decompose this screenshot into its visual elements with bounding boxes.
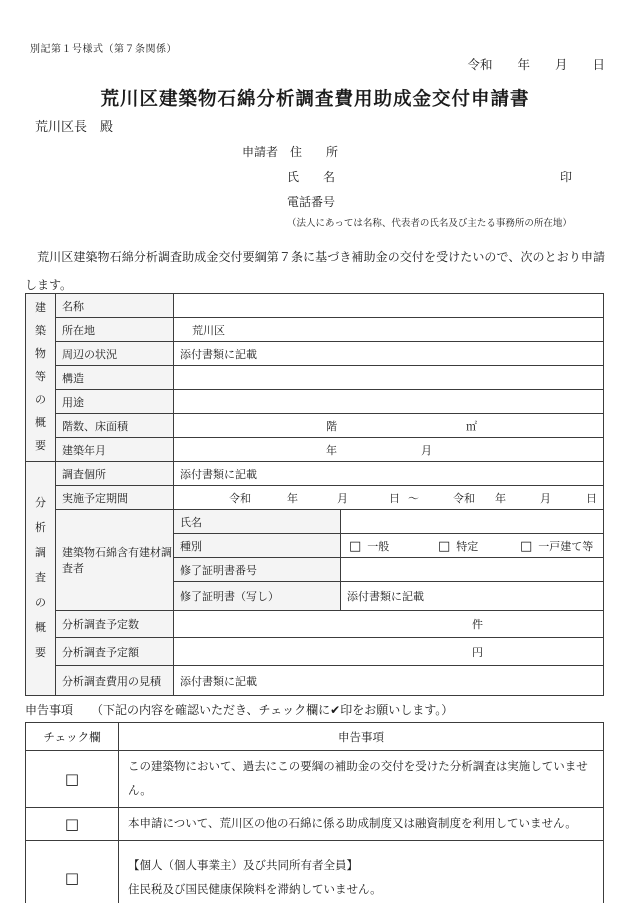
table-row xyxy=(26,462,604,486)
structure-field xyxy=(174,366,604,390)
survey-count-field xyxy=(174,611,604,638)
built-date-label: 建築年月 xyxy=(56,438,174,462)
cert-no-label: 修了証明書番号 xyxy=(174,558,341,582)
table-row xyxy=(26,294,604,318)
checkbox-icon[interactable]: □ xyxy=(520,538,533,554)
estimate-field: 添付書類に記載 xyxy=(174,666,604,696)
period-month-2: 月 xyxy=(540,492,551,505)
built-year-unit: 年 xyxy=(326,444,337,457)
period-day-2: 日 xyxy=(586,492,597,505)
declaration-heading xyxy=(25,701,453,718)
checkbox-icon[interactable]: □ xyxy=(349,538,362,554)
amount-unit: 円 xyxy=(472,646,483,659)
application-table xyxy=(25,293,604,696)
intro-paragraph: 荒川区建築物石綿分析調査助成金交付要綱第７条に基づき補助金の交付を受けたいので、次のとおり申請します。 xyxy=(25,250,605,292)
surroundings-field: 添付書類に記載 xyxy=(174,342,604,366)
structure-label: 構造 xyxy=(56,366,174,390)
form-code: 別記第１号様式（第７条関係） xyxy=(30,44,177,55)
table-row xyxy=(26,611,604,638)
period-field xyxy=(174,486,604,510)
area-unit: ㎡ xyxy=(466,420,477,433)
applicant-phone-row xyxy=(242,190,612,215)
cert-copy-label: 修了証明書（写し） xyxy=(174,582,341,611)
table-row xyxy=(26,342,604,366)
corporate-note: （法人にあっては名称、代表者の氏名及び主たる事務所の所在地） xyxy=(287,219,572,229)
location-label: 所在地 xyxy=(56,318,174,342)
declaration-item-3 xyxy=(119,841,604,903)
building-group-label: 建築物等の概要 xyxy=(35,302,46,452)
seal-mark: 印 xyxy=(560,170,573,184)
table-row xyxy=(26,414,604,438)
location-field xyxy=(174,318,604,342)
table-row xyxy=(26,751,604,808)
building-name-field xyxy=(174,294,604,318)
applicant-label: 申請者 xyxy=(242,145,279,159)
location-prefill: 荒川区 xyxy=(192,324,225,337)
items-column-header: 申告事項 xyxy=(119,723,604,751)
period-label: 実施予定期間 xyxy=(56,486,174,510)
built-date-field xyxy=(174,438,604,462)
survey-amount-label: 分析調査予定額 xyxy=(56,638,174,666)
applicant-name-row xyxy=(242,165,612,190)
checkbox-icon[interactable]: □ xyxy=(64,815,80,833)
page-title: 荒川区建築物石綿分析調査費用助成金交付申請書 xyxy=(100,90,530,110)
name-label: 氏 名 xyxy=(287,170,336,184)
period-era-1: 令和 xyxy=(229,492,251,505)
survey-count-label: 分析調査予定数 xyxy=(56,611,174,638)
type-option-detached xyxy=(520,538,593,554)
survey-spot-label: 調査個所 xyxy=(56,462,174,486)
table-row xyxy=(26,318,604,342)
surveyor-type-label: 種別 xyxy=(174,534,341,558)
survey-spot-field: 添付書類に記載 xyxy=(174,462,604,486)
surveyor-name-field xyxy=(341,510,604,534)
declaration-check-2 xyxy=(26,808,119,841)
building-name-label: 名称 xyxy=(56,294,174,318)
type-option-specified xyxy=(438,538,478,554)
count-unit: 件 xyxy=(472,619,483,631)
survey-group-label: 分析調査の概要 xyxy=(35,497,46,659)
declaration-note: （下記の内容を確認いただき、チェック欄に✔印をお願いします。） xyxy=(91,703,454,717)
declaration-check-3 xyxy=(26,841,119,903)
type-option-label: 一般 xyxy=(367,540,390,553)
address-label: 住 所 xyxy=(290,145,339,159)
table-row xyxy=(26,390,604,414)
floors-label: 階数、床面積 xyxy=(56,414,174,438)
cert-copy-field: 添付書類に記載 xyxy=(341,582,604,611)
declaration-item-2: 本申請について、荒川区の他の石綿に係る助成制度又は融資制度を利用していません。 xyxy=(119,808,604,841)
cert-no-field xyxy=(341,558,604,582)
floors-unit: 階 xyxy=(326,420,337,433)
declaration-check-1 xyxy=(26,751,119,808)
estimate-label: 分析調査費用の見積 xyxy=(56,666,174,696)
floors-field xyxy=(174,414,604,438)
applicant-block xyxy=(242,140,612,233)
surveyor-label: 建築物石綿含有建材調査者 xyxy=(56,510,174,611)
period-era-2: 令和 xyxy=(453,492,475,505)
table-row xyxy=(26,366,604,390)
check-column-header: チェック欄 xyxy=(26,723,119,751)
built-month-unit: 月 xyxy=(421,444,432,457)
type-option-label: 一戸建て等 xyxy=(538,540,594,553)
type-option-general xyxy=(349,538,389,554)
table-row xyxy=(26,638,604,666)
period-month-1: 月 xyxy=(337,492,348,505)
surroundings-label: 周辺の状況 xyxy=(56,342,174,366)
declaration-title: 申告事項 xyxy=(25,703,74,717)
checkbox-icon[interactable]: □ xyxy=(64,868,80,887)
declaration-item-1: この建築物において、過去にこの要綱の補助金の交付を受けた分析調査は実施していません。 xyxy=(119,751,604,808)
surveyor-type-field xyxy=(341,534,604,558)
surveyor-name-label: 氏名 xyxy=(174,510,341,534)
table-row xyxy=(26,808,604,841)
declaration-item-3-line-2: 住民税及び国民健康保険料を滞納していません。 xyxy=(128,883,382,896)
use-label: 用途 xyxy=(56,390,174,414)
table-header-row xyxy=(26,723,604,751)
period-day-1: 日 xyxy=(389,492,400,505)
survey-amount-field xyxy=(174,638,604,666)
checkbox-icon[interactable]: □ xyxy=(438,538,451,554)
applicant-address-row xyxy=(242,140,612,165)
declaration-table xyxy=(25,722,604,903)
period-tilde: ～ xyxy=(408,492,419,505)
survey-group-cell xyxy=(26,462,56,696)
table-row xyxy=(26,841,604,903)
table-row xyxy=(26,438,604,462)
phone-label: 電話番号 xyxy=(287,195,336,209)
date-line: 令和 年 月 日 xyxy=(467,58,605,72)
table-row xyxy=(26,510,604,534)
period-year-2: 年 xyxy=(495,492,506,505)
checkbox-icon[interactable]: □ xyxy=(64,770,80,788)
table-row xyxy=(26,486,604,510)
use-field xyxy=(174,390,604,414)
table-row xyxy=(26,666,604,696)
addressee: 荒川区長 殿 xyxy=(35,119,114,134)
declaration-item-3-line-1: 【個人（個人事業主）及び共同所有者全員】 xyxy=(128,859,358,872)
period-year-1: 年 xyxy=(287,492,298,505)
type-option-label: 特定 xyxy=(456,540,479,553)
building-group-cell xyxy=(26,294,56,462)
